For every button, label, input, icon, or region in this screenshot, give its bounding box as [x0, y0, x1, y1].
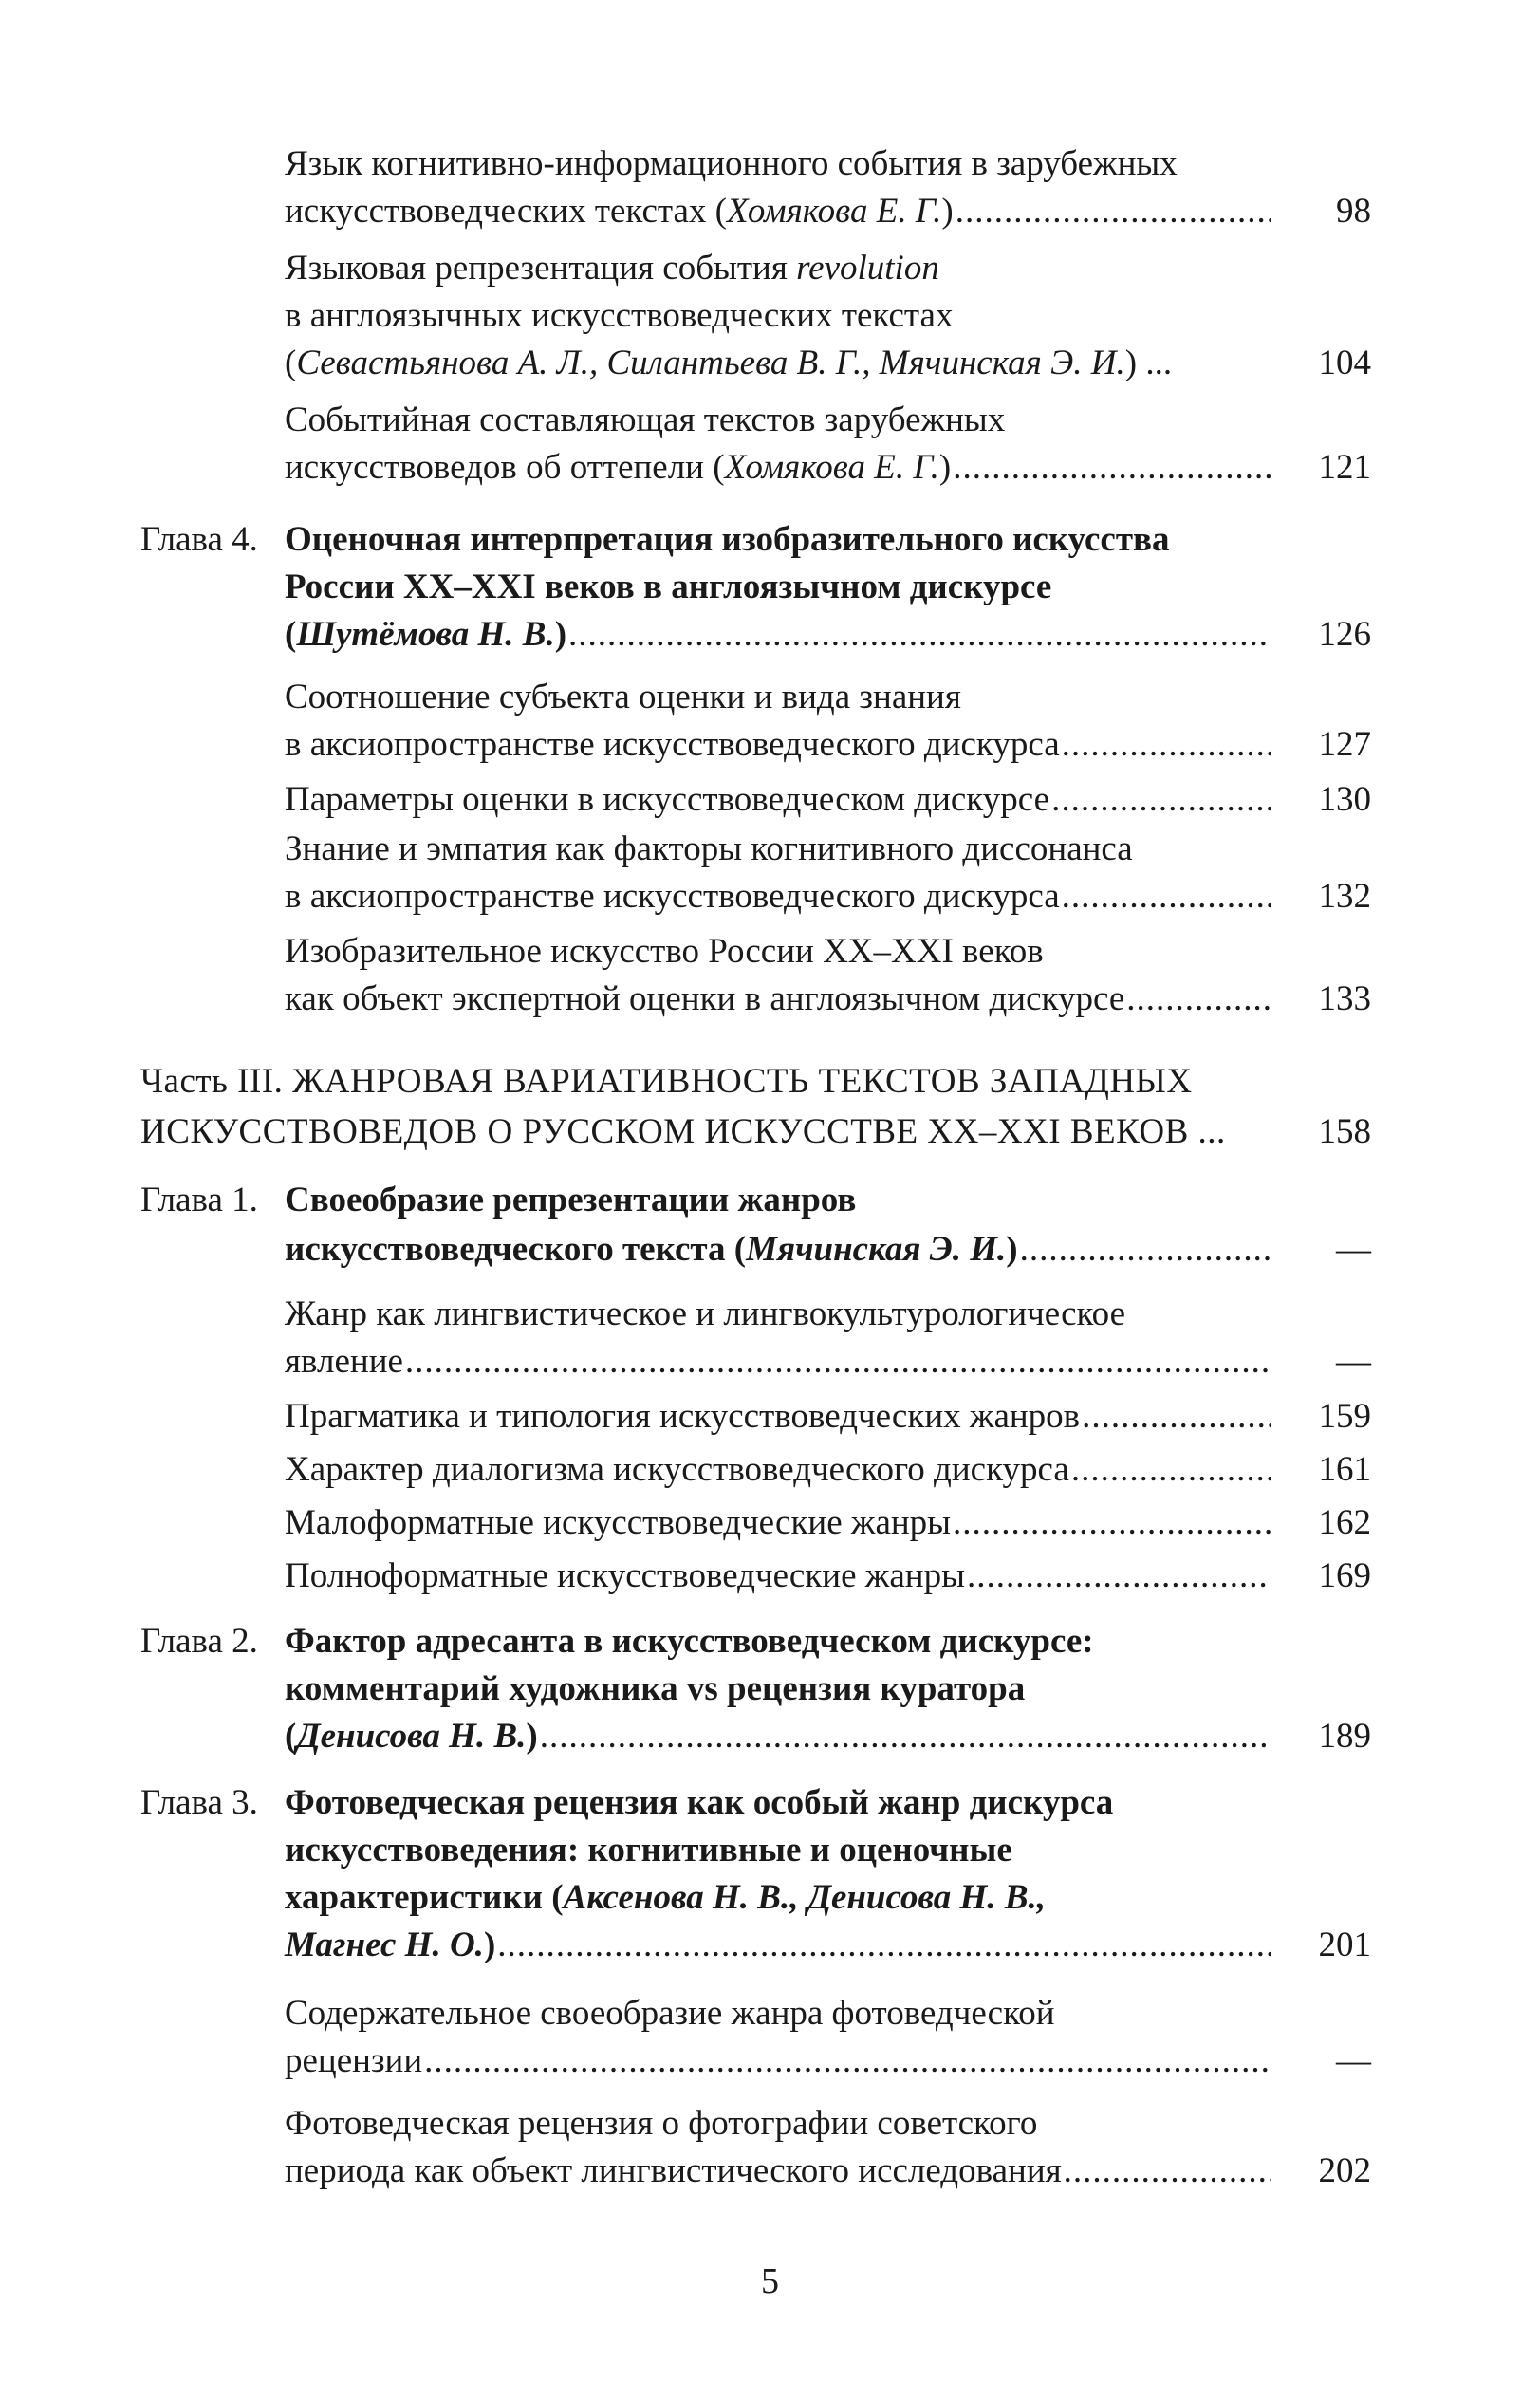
- dot-leader: [1062, 721, 1271, 769]
- toc-entry-text: искусствоведов об оттепели (Хомякова Е. Г.): [285, 448, 952, 487]
- dot-leader: [1126, 976, 1271, 1023]
- toc-entry-leader-line: [285, 1922, 1271, 1969]
- toc-page-number: 104: [1318, 344, 1371, 382]
- toc-entry-text: явление: [285, 1342, 403, 1381]
- toc-page-number: 201: [1318, 1926, 1371, 1964]
- toc-entry-text: Жанр как лингвистическое и лингвокультурологическое: [285, 1294, 1126, 1333]
- chapter-label: Глава 3.: [140, 1783, 258, 1822]
- toc-entry-leader-line: [285, 873, 1271, 921]
- toc-entry-leader-line: [285, 1226, 1271, 1274]
- toc-entry-text: Изобразительное искусство России XX–XXI веков: [285, 932, 1044, 971]
- toc-entry-leader-line: [285, 1393, 1271, 1441]
- toc-entry-leader-line: [285, 1446, 1271, 1494]
- toc-entry-text: Параметры оценки в искусствоведческом дискурсе: [285, 780, 1050, 819]
- toc-entry-text: Характер диалогизма искусствоведческого дискурса: [285, 1450, 1069, 1489]
- part-title: ИСКУССТВОВЕДОВ О РУССКОМ ИСКУССТВЕ XX–XXI ВЕКОВ ...: [140, 1112, 1226, 1151]
- dot-leader: [1071, 1446, 1271, 1494]
- chapter-title: (Денисова Н. В.): [285, 1717, 538, 1756]
- toc-entry-text: Язык когнитивно-информационного события в зарубежных: [285, 144, 1178, 183]
- toc-entry-text: искусствоведческих текстах (Хомякова Е. Г.): [285, 192, 954, 231]
- toc-entry-text: Событийная составляющая текстов зарубежных: [285, 400, 1006, 439]
- chapter-label: Глава 2.: [140, 1622, 258, 1661]
- toc-page-number: 133: [1318, 979, 1371, 1018]
- dot-leader: [1082, 1393, 1271, 1441]
- toc-entry-text: рецензии: [285, 2041, 423, 2080]
- dot-leader: [1062, 873, 1271, 921]
- toc-page-number: 158: [1318, 1112, 1371, 1151]
- toc-entry-leader-line: [285, 976, 1271, 1023]
- toc-entry-text: Фотоведческая рецензия о фотографии советского: [285, 2104, 1038, 2143]
- toc-entry-leader-line: [285, 2148, 1271, 2195]
- dot-leader: [568, 611, 1271, 659]
- toc-entry-leader-line: [285, 2037, 1271, 2085]
- chapter-title: искусствоведения: когнитивные и оценочные: [285, 1831, 1012, 1870]
- dot-leader: [540, 1713, 1271, 1760]
- toc-page-number: —: [1336, 2041, 1371, 2080]
- toc-page-number: 169: [1318, 1556, 1371, 1595]
- toc-entry-leader-line: [285, 444, 1271, 492]
- dot-leader: [497, 1922, 1271, 1969]
- chapter-title: России XX–XXI веков в англоязычном дискурсе: [285, 567, 1052, 606]
- toc-entry-text: (Севастьянова А. Л., Силантьева В. Г., Мячинская Э. И.) ...: [285, 344, 1173, 382]
- chapter-title: характеристики (Аксенова Н. В., Денисова Н. В.,: [285, 1878, 1046, 1917]
- toc-entry-text: Соотношение субъекта оценки и вида знания: [285, 678, 961, 716]
- toc-page-number: —: [1336, 1342, 1371, 1381]
- toc-page-number: 121: [1318, 448, 1371, 487]
- chapter-title: Фотоведческая рецензия как особый жанр дискурса: [285, 1783, 1114, 1822]
- toc-entry-text: Прагматика и типология искусствоведческих жанров: [285, 1397, 1081, 1436]
- toc-page-number: 126: [1318, 615, 1371, 654]
- chapter-title: Магнес Н. О.): [285, 1926, 496, 1964]
- toc-entry-text: в аксиопространстве искусствоведческого дискурса: [285, 725, 1060, 764]
- dot-leader: [405, 1338, 1271, 1386]
- dot-leader: [1020, 1226, 1271, 1274]
- toc-page-number: —: [1336, 1230, 1371, 1269]
- toc-entry-leader-line: [285, 1553, 1271, 1600]
- toc-page-number: 162: [1318, 1503, 1371, 1542]
- dot-leader: [953, 1499, 1271, 1547]
- dot-leader: [1051, 776, 1271, 824]
- toc-page-number: 130: [1318, 780, 1371, 819]
- toc-page-number: 98: [1336, 192, 1371, 231]
- toc-entry-text: Содержательное своеобразие жанра фотоведческой: [285, 1994, 1055, 2033]
- toc-page-number: 189: [1318, 1717, 1371, 1756]
- chapter-title: искусствоведческого текста (Мячинская Э. И.): [285, 1230, 1018, 1269]
- toc-entry-leader-line: [285, 611, 1271, 659]
- toc-page-number: 132: [1318, 877, 1371, 916]
- toc-entry-text: Полноформатные искусствоведческие жанры: [285, 1556, 965, 1595]
- toc-entry-leader-line: [285, 1338, 1271, 1386]
- toc-entry-leader-line: [285, 721, 1271, 769]
- dot-leader: [1064, 2148, 1271, 2195]
- toc-entry-leader-line: [285, 188, 1271, 235]
- toc-entry-text: периода как объект лингвистического исследования: [285, 2151, 1062, 2190]
- chapter-title: (Шутёмова Н. В.): [285, 615, 567, 654]
- toc-entry-text: в англоязычных искусствоведческих текстах: [285, 296, 954, 335]
- chapter-label: Глава 4.: [140, 520, 258, 559]
- part-title: Часть III. ЖАНРОВАЯ ВАРИАТИВНОСТЬ ТЕКСТОВ ЗАПАДНЫХ: [140, 1062, 1193, 1101]
- dot-leader: [956, 188, 1271, 235]
- dot-leader: [967, 1553, 1271, 1600]
- toc-entry-leader-line: [285, 776, 1271, 824]
- toc-entry-text: Знание и эмпатия как факторы когнитивного диссонанса: [285, 829, 1133, 868]
- page-number-footer: 5: [761, 2261, 779, 2301]
- chapter-title: Оценочная интерпретация изобразительного искусства: [285, 520, 1170, 559]
- toc-entry-text: как объект экспертной оценки в англоязычном дискурсе: [285, 979, 1125, 1018]
- toc-entry-leader-line: [285, 1713, 1271, 1760]
- chapter-label: Глава 1.: [140, 1181, 258, 1219]
- dot-leader: [424, 2037, 1271, 2085]
- toc-page-number: 161: [1318, 1450, 1371, 1489]
- chapter-title: Фактор адресанта в искусствоведческом дискурсе:: [285, 1622, 1094, 1661]
- toc-page-number: 159: [1318, 1397, 1371, 1436]
- dot-leader: [953, 444, 1271, 492]
- chapter-title: Своеобразие репрезентации жанров: [285, 1181, 857, 1219]
- chapter-title: комментарий художника vs рецензия куратора: [285, 1669, 1026, 1708]
- toc-entry-leader-line: [285, 1499, 1271, 1547]
- toc-page-number: 127: [1318, 725, 1371, 764]
- toc-page-number: 202: [1318, 2151, 1371, 2190]
- toc-entry-text: Малоформатные искусствоведческие жанры: [285, 1503, 952, 1542]
- toc-entry-text: в аксиопространстве искусствоведческого дискурса: [285, 877, 1060, 916]
- toc-entry-text: Языковая репрезентация события revolution: [285, 249, 939, 288]
